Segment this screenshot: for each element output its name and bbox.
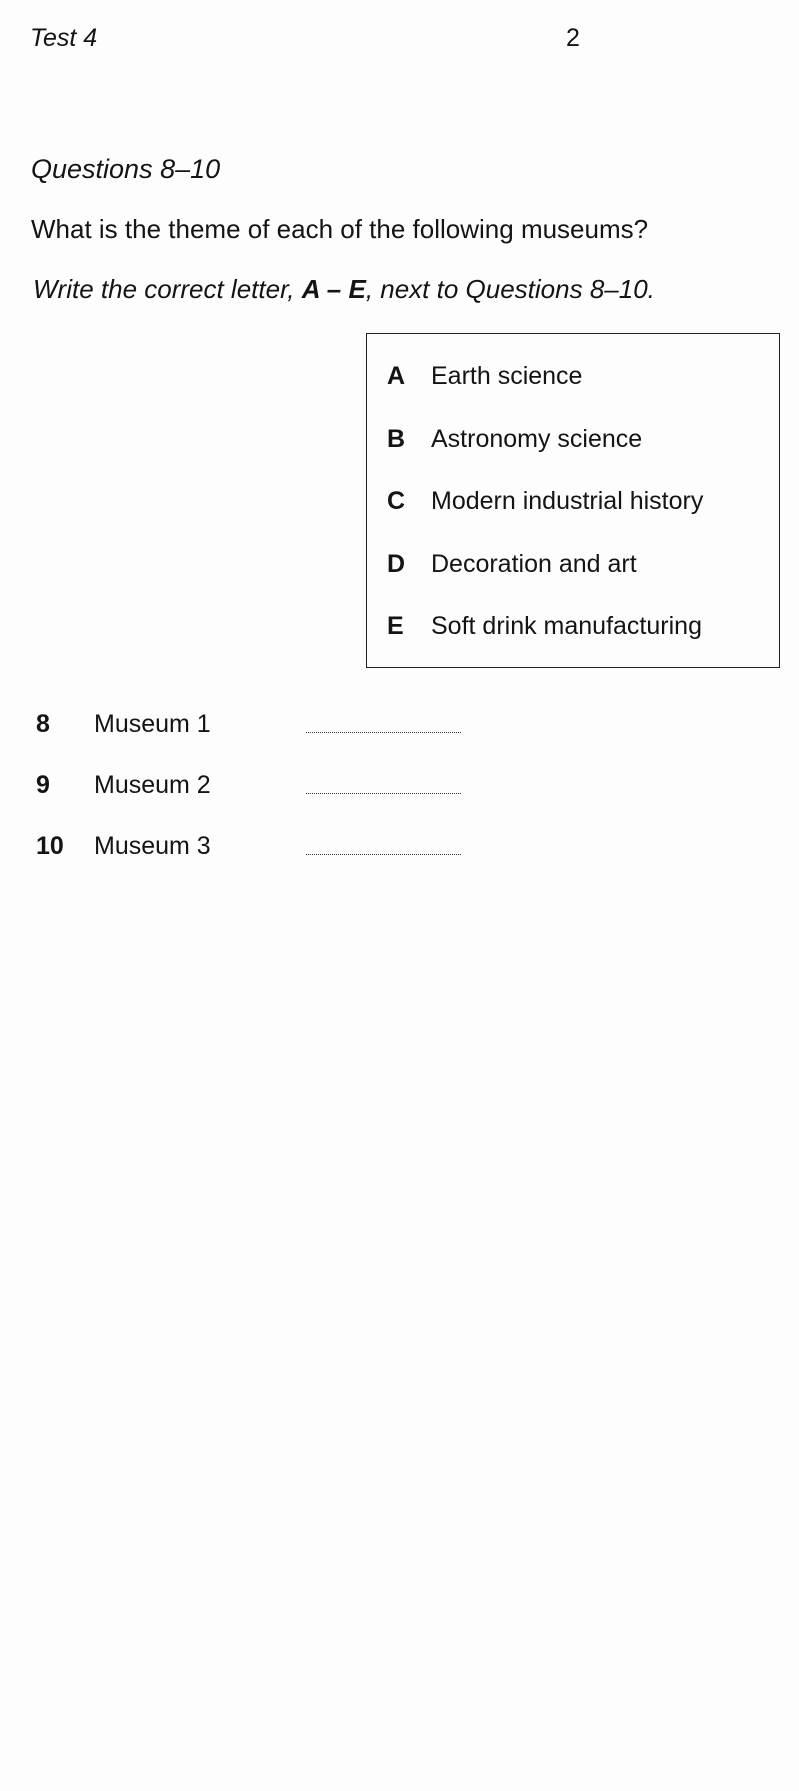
option-text: Soft drink manufacturing <box>431 612 702 640</box>
options-box <box>366 333 780 668</box>
instruction-letter-range: A – E <box>301 274 366 304</box>
question-label: Museum 3 <box>94 832 211 860</box>
question-row-8 <box>36 710 496 742</box>
question-row-9 <box>36 771 496 803</box>
test-label: Test 4 <box>30 24 98 52</box>
instruction-before: Write the correct letter, <box>33 274 302 304</box>
instruction-text <box>33 274 655 305</box>
answer-blank[interactable] <box>306 854 461 855</box>
option-letter: E <box>387 612 404 640</box>
question-number: 8 <box>36 710 50 738</box>
option-text: Modern industrial history <box>431 487 704 515</box>
option-letter: B <box>387 425 406 453</box>
questions-heading: Questions 8–10 <box>31 154 221 184</box>
option-text: Earth science <box>431 362 583 390</box>
question-prompt: What is the theme of each of the following museums? <box>31 214 649 244</box>
option-text: Decoration and art <box>431 550 637 578</box>
question-number: 10 <box>36 832 64 860</box>
answer-blank[interactable] <box>306 793 461 794</box>
option-text: Astronomy science <box>431 425 643 453</box>
option-letter: A <box>387 362 406 390</box>
instruction-after: , next to Questions 8–10. <box>365 274 655 304</box>
question-row-10 <box>36 832 496 864</box>
answer-blank[interactable] <box>306 732 461 733</box>
option-letter: C <box>387 487 406 515</box>
option-letter: D <box>387 550 406 578</box>
question-number: 9 <box>36 771 50 799</box>
question-label: Museum 2 <box>94 771 211 799</box>
question-label: Museum 1 <box>94 710 211 738</box>
section-number: 2 <box>566 24 580 52</box>
